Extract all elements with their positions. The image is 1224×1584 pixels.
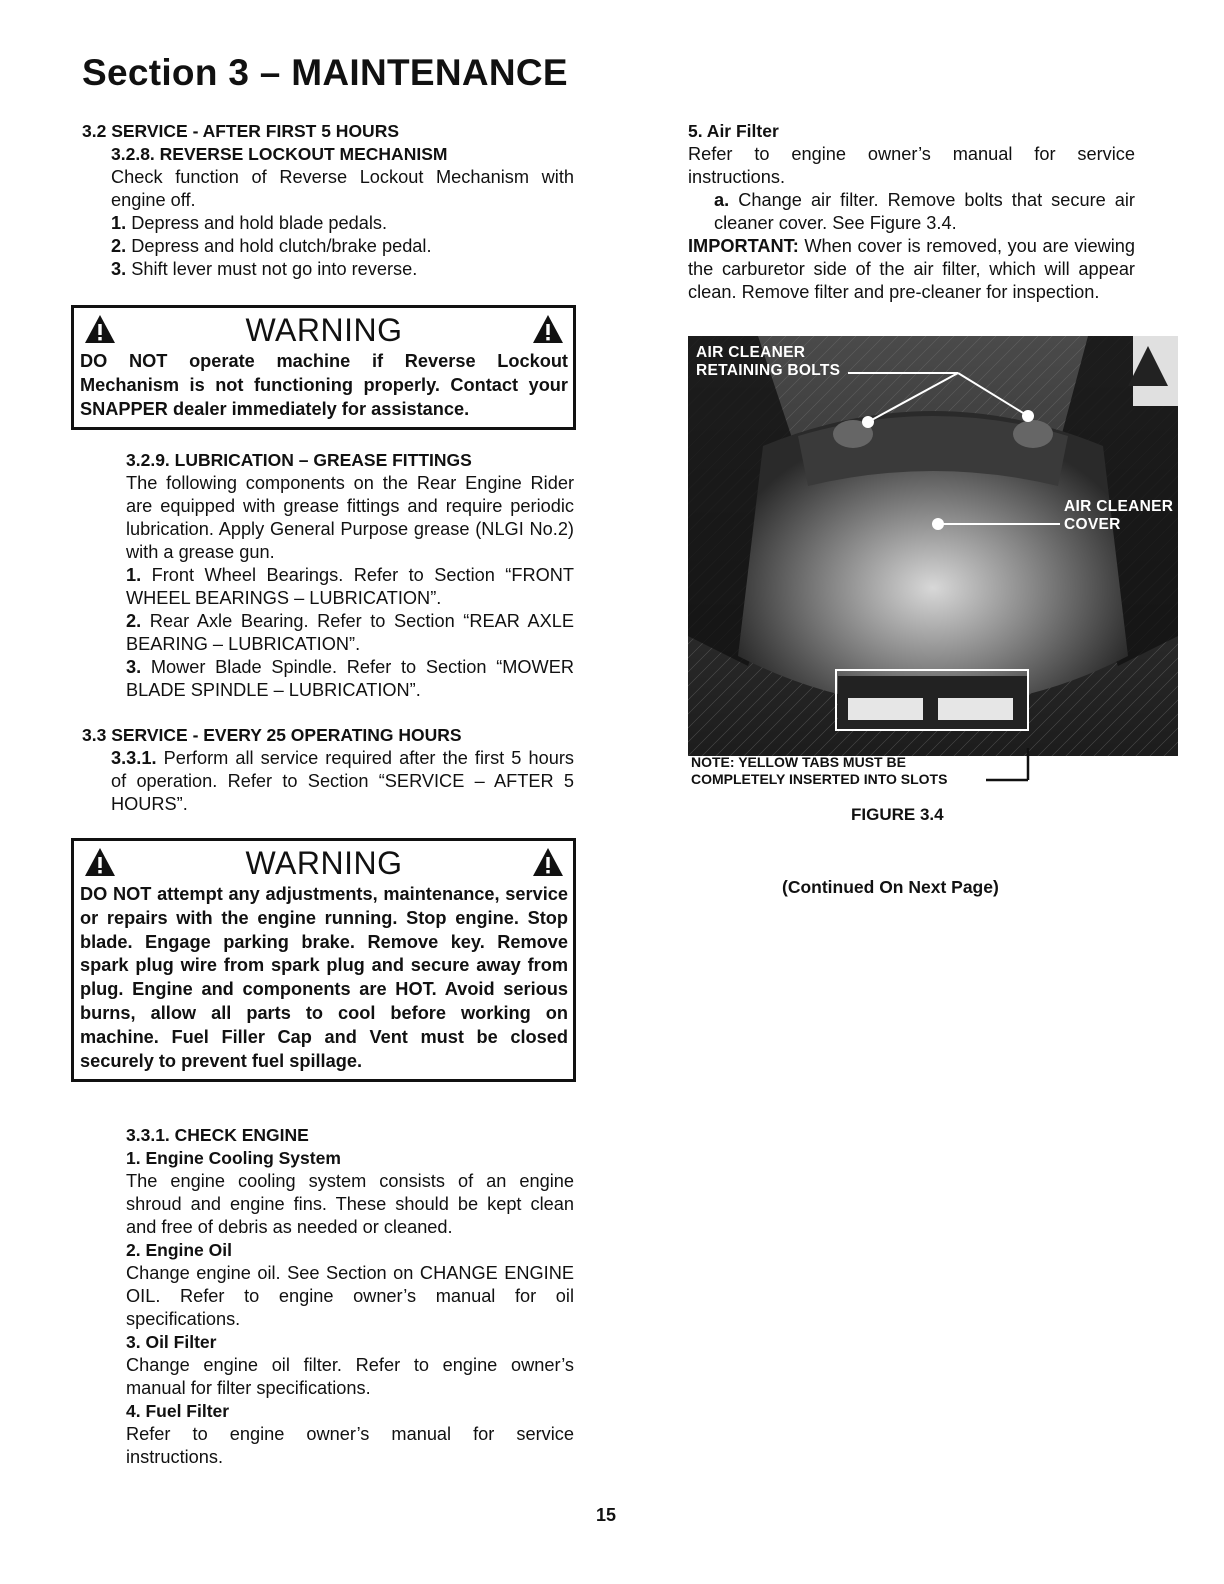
- warning-text: DO NOT attempt any adjustments, maintenance, service or repairs with the engine running. Stop engine. Stop blade. Engage parking brake. Remove key. Remove spark plug wire from spark plug and secure away from plug. Engine and components are HOT. Avoid serious burns, allow all parts to cool before working on machine. Fuel Filler Cap and Vent must be closed securely to prevent fuel spillage.: [80, 884, 568, 1071]
- warning-label: WARNING: [245, 845, 403, 881]
- figure-note: NOTE: YELLOW TABS MUST BE COMPLETELY INSERTED INTO SLOTS: [691, 754, 948, 787]
- warning-triangle-icon: [532, 314, 564, 344]
- paragraph: 3.3.1. Perform all service required after the first 5 hours of operation. Refer to Section “SERVICE – AFTER 5 HOURS”.: [111, 748, 574, 814]
- paragraph: Change engine oil. See Section on CHANGE ENGINE OIL. Refer to engine owner’s manual for oil specifications.: [126, 1263, 574, 1329]
- page-number: 15: [596, 1505, 617, 1525]
- section-heading: 3.3 SERVICE - EVERY 25 OPERATING HOURS: [82, 725, 462, 745]
- item-title: 3. Oil Filter: [126, 1332, 217, 1352]
- important-label: IMPORTANT:: [688, 236, 799, 256]
- list-item: 1. Depress and hold blade pedals.: [111, 213, 388, 233]
- item-title: 1. Engine Cooling System: [126, 1148, 341, 1168]
- callout-label: AIR CLEANER RETAINING BOLTS: [696, 344, 841, 379]
- item-title: 2. Engine Oil: [126, 1240, 232, 1260]
- paragraph: Refer to engine owner’s manual for service instructions.: [688, 144, 1135, 187]
- item-title: 4. Fuel Filter: [126, 1401, 230, 1421]
- warning-triangle-icon: [84, 847, 116, 877]
- air-cleaner-illustration: [688, 336, 1178, 756]
- air-filter-section: [688, 120, 1135, 304]
- important-paragraph: IMPORTANT: When cover is removed, you are viewing the carburetor side of the air filter, which will appear clean. Remove filter and pre-cleaner for inspection.: [688, 236, 1135, 302]
- warning-triangle-icon: [84, 314, 116, 344]
- list-item: 3. Shift lever must not go into reverse.: [111, 259, 418, 279]
- warning-label: WARNING: [245, 312, 403, 348]
- warning-triangle-icon: [532, 847, 564, 877]
- warning-text: DO NOT operate machine if Reverse Lockout Mechanism is not functioning properly. Contact your SNAPPER dealer immediately for assistance.: [80, 351, 568, 419]
- list-item: 3. Mower Blade Spindle. Refer to Section “MOWER BLADE SPINDLE – LUBRICATION”.: [126, 657, 574, 700]
- continued-note: (Continued On Next Page): [782, 877, 999, 897]
- item-title: 5. Air Filter: [688, 121, 779, 141]
- callout-label: AIR CLEANER COVER: [1064, 498, 1174, 533]
- warning-box: [71, 305, 576, 430]
- list-item: 2. Depress and hold clutch/brake pedal.: [111, 236, 432, 256]
- check-engine-section: [82, 1124, 574, 1469]
- air-cleaner-photo: [688, 336, 1178, 756]
- section-3-2: [82, 120, 574, 281]
- paragraph: Refer to engine owner’s manual for service instructions.: [126, 1424, 574, 1467]
- paragraph: The engine cooling system consists of an engine shroud and engine fins. These should be kept clean and free of debris as needed or cleaned.: [126, 1171, 574, 1237]
- paragraph: The following components on the Rear Engine Rider are equipped with grease fittings and require periodic lubrication. Apply General Purpose grease (NLGI No.2) with a grease gun.: [126, 473, 574, 562]
- paragraph: Check function of Reverse Lockout Mechanism with engine off.: [111, 167, 574, 210]
- section-3-3: [82, 724, 574, 816]
- section-heading: 3.2 SERVICE - AFTER FIRST 5 HOURS: [82, 121, 399, 141]
- subsection-heading: 3.3.1. CHECK ENGINE: [126, 1125, 309, 1145]
- list-item: 1. Front Wheel Bearings. Refer to Section “FRONT WHEEL BEARINGS – LUBRICATION”.: [126, 565, 574, 608]
- list-item: 2. Rear Axle Bearing. Refer to Section “REAR AXLE BEARING – LUBRICATION”.: [126, 611, 574, 654]
- figure-caption: FIGURE 3.4: [851, 805, 944, 824]
- subsection-heading: 3.2.9. LUBRICATION – GREASE FITTINGS: [126, 450, 472, 470]
- paragraph: Change engine oil filter. Refer to engine owner’s manual for filter specifications.: [126, 1355, 574, 1398]
- subsection-heading: 3.2.8. REVERSE LOCKOUT MECHANISM: [111, 144, 448, 164]
- page-title: Section 3 – MAINTENANCE: [82, 52, 568, 93]
- list-item: a. Change air filter. Remove bolts that secure air cleaner cover. See Figure 3.4.: [714, 190, 1135, 233]
- warning-box: [71, 838, 576, 1082]
- section-3-2-9: [82, 449, 574, 702]
